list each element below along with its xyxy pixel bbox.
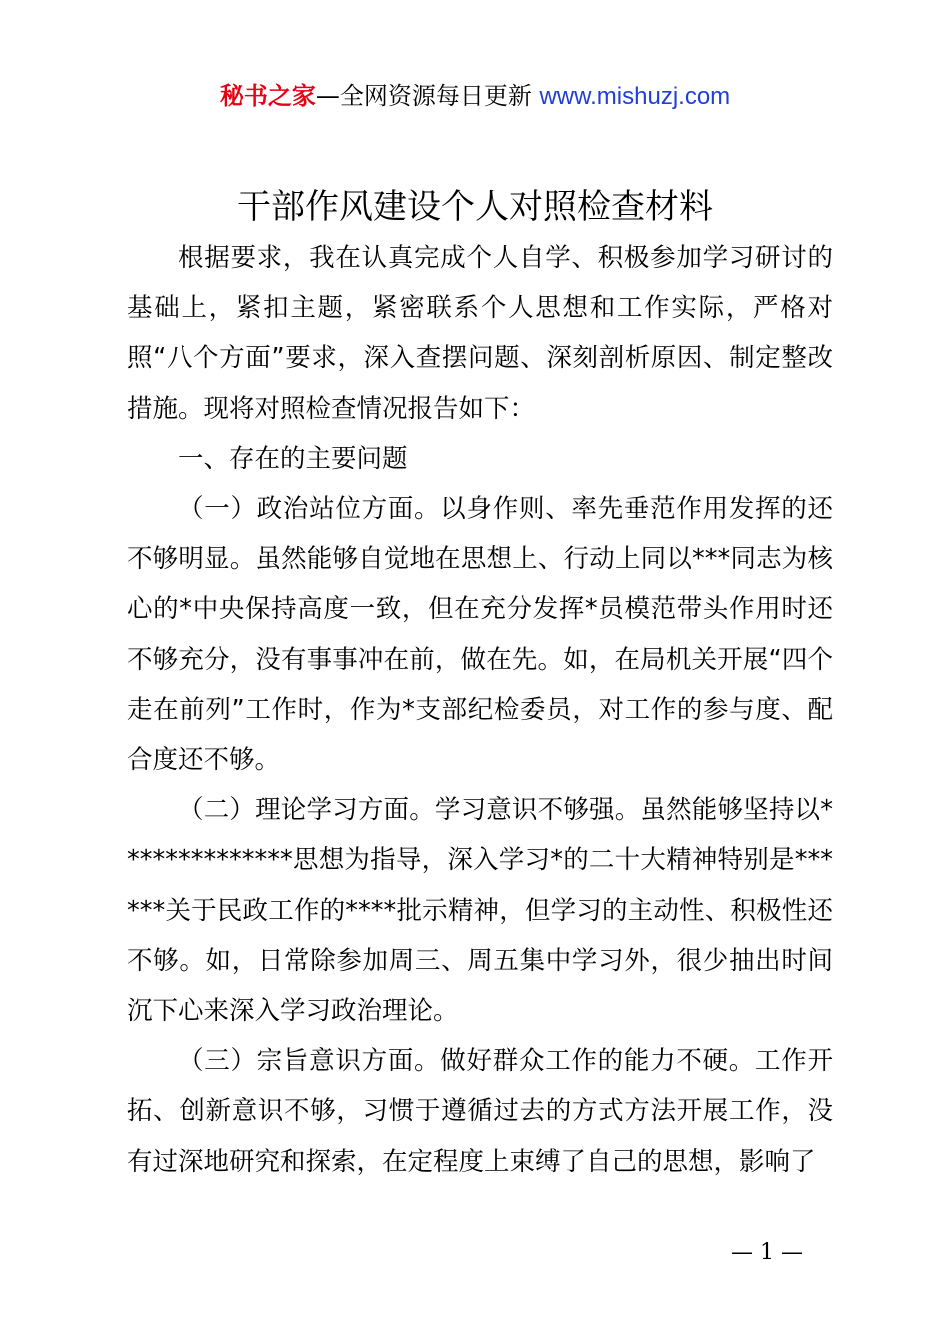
document-body [127, 233, 833, 1187]
site-tagline: —全网资源每日更新 [315, 82, 532, 110]
page-number: — 1 — [731, 1240, 803, 1265]
site-brand: 秘书之家 [219, 82, 316, 110]
paragraph-political-stance: （一）政治站位方面。以身作则、率先垂范作用发挥的还不够明显。虽然能够自觉地在思想上、行动上同以***同志为核心的*中央保持高度一致，但在充分发挥*员模范带头作用时还不够充分，没有事事冲在前，做在先。如，在局机关开展“四个走在前列”工作时，作为*支部纪检委员，对工作的参与度、配合度还不够。 [127, 494, 833, 776]
site-url-link[interactable]: www.mishuzj.com [539, 83, 731, 110]
site-header [0, 78, 950, 115]
paragraph-theory-study: （二）理论学习方面。学习意识不够强。虽然能够坚持以**************思想为指导，深入学习*的二十大精神特别是******关于民政工作的****批示精神，但学习的主动性、积极性还不够。如，日常除参加周三、周五集中学习外，很少抽出时间沉下心来深入学习政治理论。 [127, 795, 833, 1027]
document-title: 干部作风建设个人对照检查材料 [237, 187, 713, 227]
intro-paragraph: 根据要求，我在认真完成个人自学、积极参加学习研讨的基础上，紧扣主题，紧密联系个人思想和工作实际，严格对照“八个方面”要求，深入查摆问题、深刻剖析原因、制定整改措施。现将对照检查情况报告如下： [127, 243, 833, 424]
section-heading: 一、存在的主要问题 [178, 443, 408, 474]
paragraph-purpose-awareness: （三）宗旨意识方面。做好群众工作的能力不硬。工作开拓、创新意识不够，习惯于遵循过去的方式方法开展工作，没有过深地研究和探索，在定程度上束缚了自己的思想，影响了 [127, 1046, 833, 1177]
